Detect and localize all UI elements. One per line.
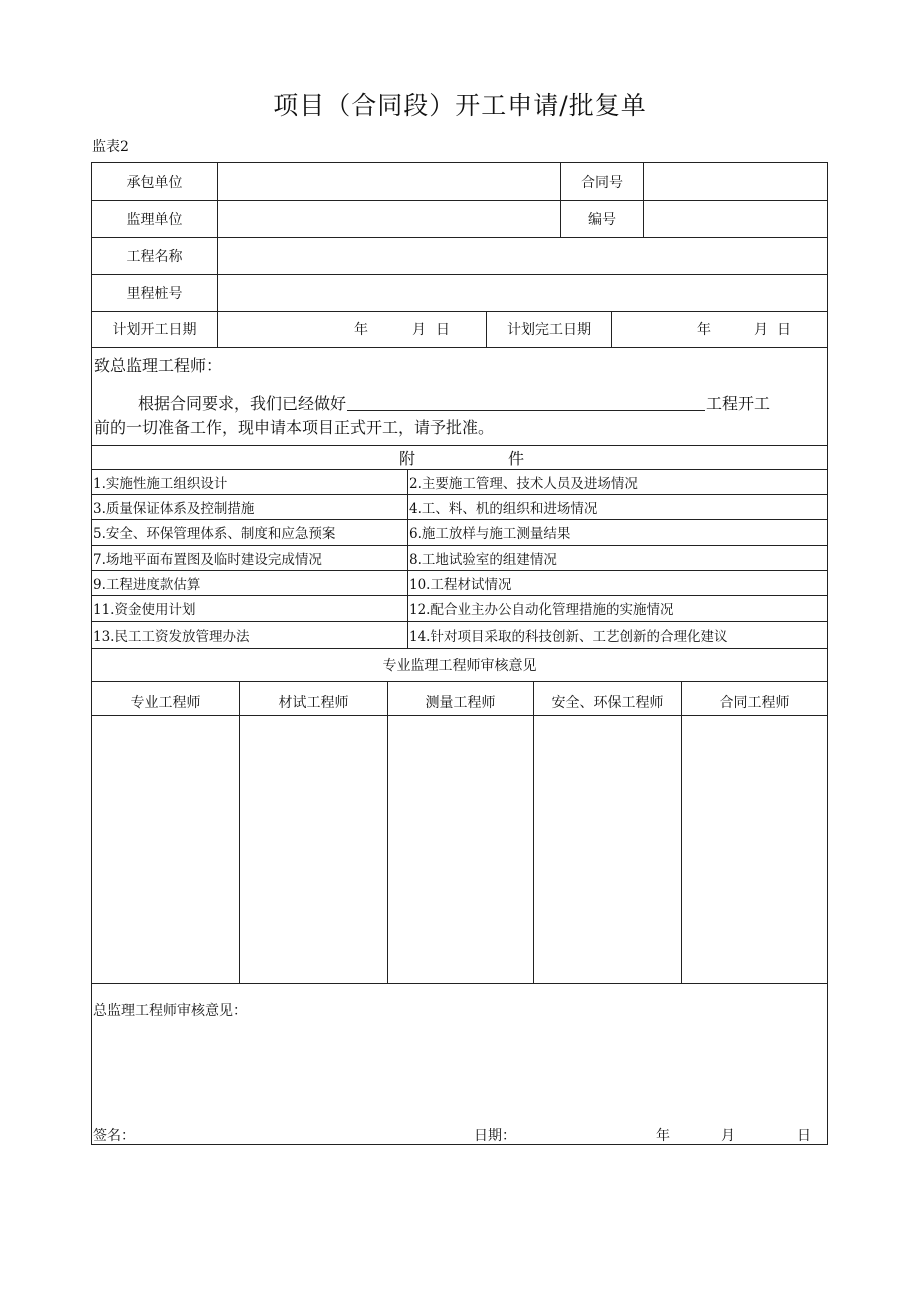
attachment-item: 11.资金使用计划	[93, 602, 196, 618]
contractor-field[interactable]	[218, 163, 560, 200]
attachment-item: 2.主要施工管理、技术人员及进场情况	[409, 475, 638, 492]
review-opinion-field[interactable]	[534, 716, 681, 983]
chief-date-year: 年	[656, 1128, 670, 1144]
review-opinion-field[interactable]	[682, 716, 827, 983]
plan-start-label: 计划开工日期	[112, 322, 197, 338]
chief-opinion-label: 总监理工程师审核意见：	[93, 1003, 247, 1019]
letter-line1	[138, 390, 770, 414]
review-column-header: 测量工程师	[425, 695, 496, 711]
serial-no-field[interactable]	[644, 200, 827, 237]
review-opinion-field[interactable]	[388, 716, 533, 983]
project-name-label: 工程名称	[126, 248, 183, 265]
attachment-item: 9.工程进度款估算	[93, 576, 201, 593]
plan-end-day: 日	[777, 322, 791, 338]
chief-date-month: 月	[721, 1128, 735, 1144]
plan-end-label: 计划完工日期	[507, 322, 591, 338]
attachment-item: 3.质量保证体系及控制措施	[93, 500, 255, 517]
attachment-item: 12.配合业主办公自动化管理措施的实施情况	[409, 602, 674, 618]
plan-start-year: 年	[354, 322, 368, 338]
sign-label: 签名：	[93, 1128, 135, 1144]
plan-start-day: 日	[436, 322, 450, 338]
review-opinion-field[interactable]	[240, 716, 387, 983]
contract-no-field[interactable]	[644, 163, 827, 200]
attachment-item: 6.施工放样与施工测量结果	[409, 526, 571, 542]
plan-start-month: 月	[412, 322, 426, 338]
attachment-item: 14.针对项目采取的科技创新、工艺创新的合理化建议	[409, 628, 728, 645]
contract-no-label: 合同号	[581, 174, 623, 191]
attachment-item: 7.场地平面布置图及临时建设完成情况	[93, 551, 322, 568]
review-title: 专业监理工程师审核意见	[382, 657, 537, 674]
letter-line2: 前的一切准备工作，现申请本项目正式开工，请予批准。	[94, 417, 495, 437]
review-column-header: 材试工程师	[278, 695, 349, 711]
mileage-label: 里程桩号	[126, 285, 183, 302]
review-column-header: 专业工程师	[130, 695, 201, 711]
letter-salutation: 致总监理工程师：	[94, 355, 223, 375]
attachment-item: 10.工程材试情况	[409, 576, 512, 593]
attachment-item: 4.工、料、机的组织和进场情况	[409, 500, 598, 517]
date-label: 日期：	[474, 1128, 516, 1144]
project-blank[interactable]	[347, 394, 705, 411]
chief-opinion-field[interactable]	[92, 1023, 827, 1123]
form-title: 项目（合同段）开工申请/批复单	[273, 91, 647, 120]
attachments-header-left: 附	[399, 449, 416, 468]
serial-no-label: 编号	[588, 211, 616, 228]
attachment-item: 5.安全、环保管理体系、制度和应急预案	[93, 526, 336, 542]
contractor-label: 承包单位	[126, 174, 183, 191]
chief-date-day: 日	[797, 1128, 811, 1144]
project-name-field[interactable]	[218, 237, 827, 274]
attachment-item: 13.民工工资发放管理办法	[93, 628, 250, 645]
supervisor-field[interactable]	[218, 200, 560, 237]
review-column-header: 合同工程师	[719, 695, 790, 711]
application-form	[91, 162, 828, 1145]
letter-line1-before: 根据合同要求，我们已经做好	[138, 393, 347, 413]
attachment-item: 8.工地试验室的组建情况	[409, 551, 557, 568]
mileage-field[interactable]	[218, 274, 827, 311]
review-opinion-field[interactable]	[92, 716, 239, 983]
plan-end-month: 月	[754, 322, 768, 338]
supervisor-label: 监理单位	[126, 211, 183, 228]
form-number: 监表2	[92, 139, 129, 155]
attachments-header-right: 件	[508, 449, 525, 468]
attachment-item: 1.实施性施工组织设计	[93, 475, 228, 492]
review-column-header: 安全、环保工程师	[551, 695, 664, 711]
plan-end-year: 年	[697, 322, 711, 338]
letter-line1-after: 工程开工	[706, 393, 771, 413]
